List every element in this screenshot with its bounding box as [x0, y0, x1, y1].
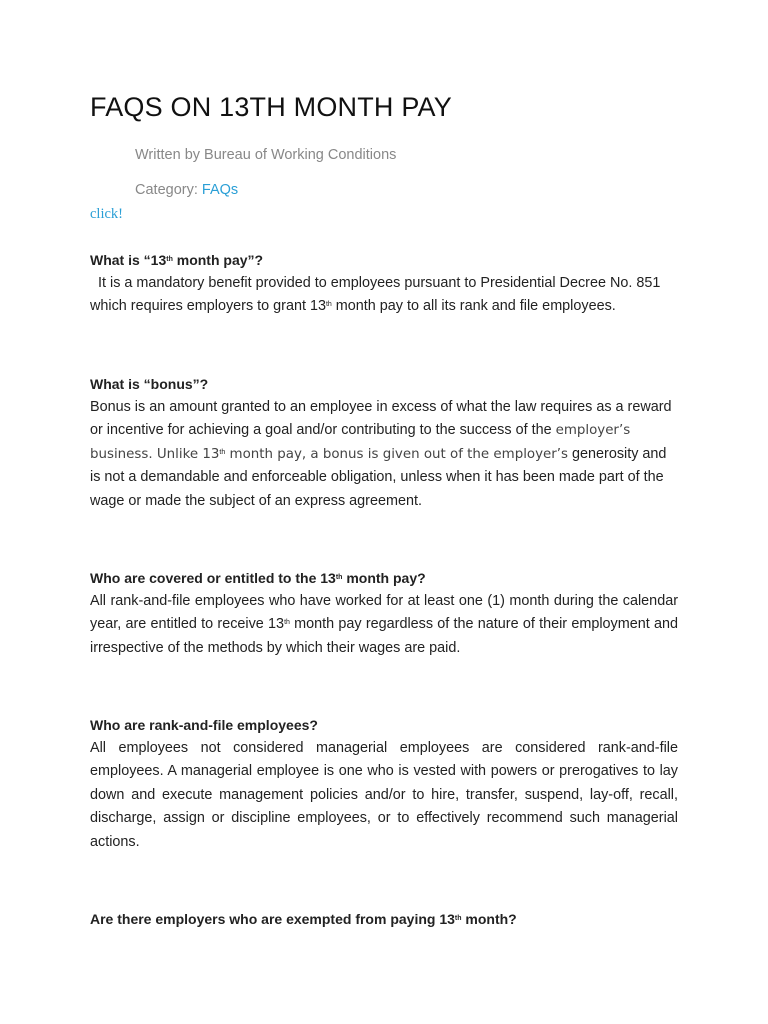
- question-text: Are there employers who are exempted from paying 13: [90, 911, 455, 927]
- category-line: [135, 182, 238, 198]
- faq-question-13th-month: [90, 252, 263, 268]
- answer-text: It is a mandatory benefit provided to employees pursuant to Presidential Decree No. 851 which requires employers to grant 13: [90, 275, 665, 315]
- superscript: th: [325, 301, 332, 309]
- superscript: th: [219, 448, 226, 456]
- faq-question-bonus: What is “bonus”?: [90, 376, 209, 392]
- answer-text: generosity and is not a demandable and enforceable obligation, unless when it has been made part of the wage or made the subject of an express agreement.: [90, 445, 667, 509]
- question-text: What is “13: [90, 252, 167, 268]
- superscript: th: [454, 915, 462, 922]
- faq-question-coverage: [90, 570, 426, 586]
- page-title: FAQS ON 13TH MONTH PAY: [90, 92, 452, 122]
- answer-text: Bonus is an amount granted to an employee in excess of what the law requires as a reward or incentive for achieving a goal and/or contributing to the success of the: [90, 399, 672, 439]
- answer-text: All rank-and-file employees who have worked for at least one (1) month during the calendar year, are entitled to receive 13: [90, 593, 678, 633]
- category-link[interactable]: FAQs: [201, 182, 239, 198]
- answer-text: month pay regardless of the nature of their employment and irrespective of the methods by which their wages are paid.: [90, 616, 678, 656]
- answer-text: employer’s business. Unlike 13: [90, 423, 631, 462]
- author-line: Written by Bureau of Working Conditions: [135, 147, 397, 163]
- superscript: th: [335, 574, 343, 581]
- question-text: Who are covered or entitled to the 13: [90, 570, 336, 586]
- question-text: month pay?: [342, 570, 426, 586]
- superscript: th: [284, 619, 290, 627]
- faq-question-exemptions: [90, 911, 517, 927]
- answer-text: month pay to all its rank and file employees.: [331, 298, 616, 315]
- faq-answer-coverage: [90, 590, 678, 660]
- click-link[interactable]: click!: [90, 206, 124, 222]
- answer-text: month pay, a bonus is given out of the employer’s: [225, 446, 569, 462]
- superscript: th: [166, 256, 173, 263]
- question-text: month?: [461, 911, 517, 927]
- faq-answer-13th-month: [90, 272, 678, 319]
- category-label: Category:: [135, 182, 202, 198]
- faq-answer-rank-and-file: All employees not considered managerial employees are considered rank-and-file employees. A managerial employee is one who is vested with powers or prerogatives to lay down and execute management policies and/or to hire, transfer, suspend, lay-off, recall, discharge, assign or discipline employees, or to effectively recommend such managerial actions.: [90, 740, 678, 850]
- faq-answer-bonus: [90, 396, 678, 513]
- question-text: month pay”?: [172, 252, 264, 268]
- faq-question-rank-and-file: Who are rank-and-file employees?: [90, 717, 318, 733]
